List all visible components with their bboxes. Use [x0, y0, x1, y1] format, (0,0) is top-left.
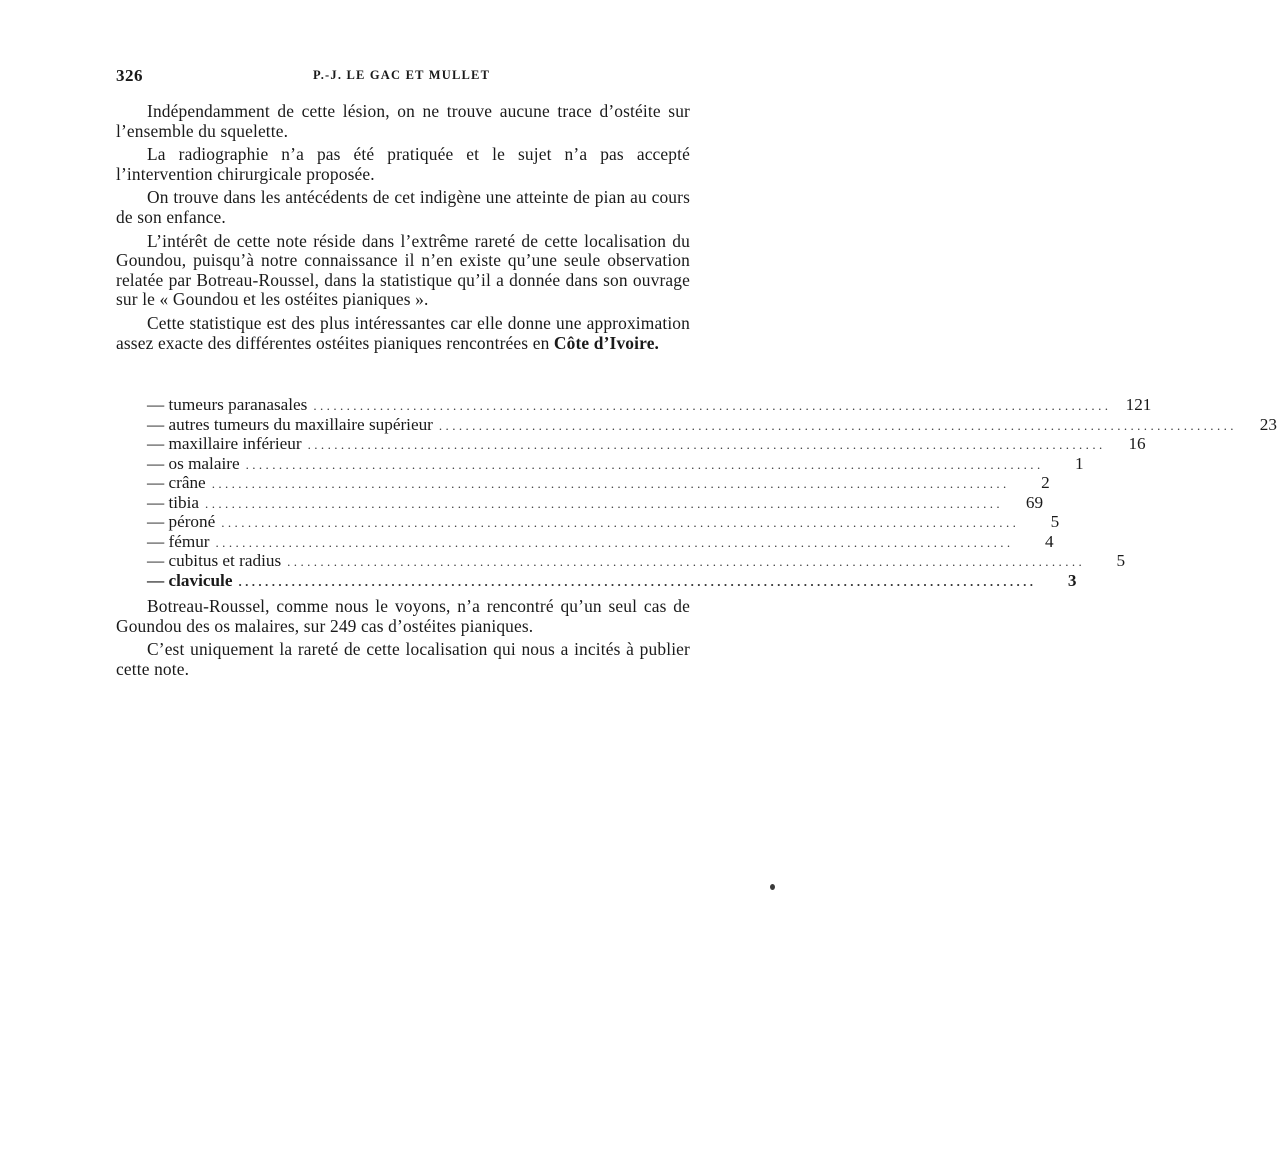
stat-row [147, 453, 1084, 474]
stats-intro-emphasis: Côte d’Ivoire. [553, 332, 660, 353]
stat-row [147, 492, 1044, 513]
stat-label: — cubitus et radius [147, 551, 282, 570]
stat-label: — clavicule [147, 570, 233, 590]
paragraph: C’est uniquement la rareté de cette localisation qui nous a incités à publier cette note. [116, 639, 690, 679]
stat-value: 2 [1041, 473, 1050, 492]
stat-label: — tumeurs paranasales [147, 395, 308, 414]
stat-value: 69 [1025, 492, 1044, 512]
statistics-list [147, 395, 1277, 590]
closing-text [116, 597, 690, 683]
dot-leader: ........................................................................................................................ [211, 476, 1010, 491]
stat-label: — fémur [147, 531, 210, 551]
dot-leader: ........................................................................................................................ [205, 495, 1004, 511]
stat-row [147, 395, 1152, 415]
page-header [116, 66, 690, 86]
stat-label: — os malaire [147, 453, 240, 473]
dot-leader: ........................................................................................................................ [287, 554, 1086, 569]
stat-row [147, 531, 1054, 552]
stat-value: 23 [1259, 414, 1277, 434]
stat-label: — tibia [147, 492, 200, 512]
stat-value: 1 [1075, 453, 1084, 473]
stat-label: — autres tumeurs du maxillaire supérieur [147, 414, 433, 434]
paragraph: L’intérêt de cette note réside dans l’extrême rareté de cette localisation du Goundou, puisqu’à notre connaissance il n’en existe qu’une seule observation relatée par Botreau-Roussel, dans la statistique qu’il a donnée dans son ouvrage sur le « Goundou et les ostéites pianiques ». [116, 230, 690, 310]
dot-leader: ........................................................................................................................ [215, 534, 1014, 550]
stat-label: — maxillaire inférieur [147, 434, 302, 453]
paragraph: La radiographie n’a pas été pratiquée et le sujet n’a pas accepté l’intervention chirurgicale proposée. [116, 144, 690, 184]
stat-value: 5 [1050, 512, 1060, 531]
stat-row [147, 512, 1060, 532]
dot-leader: ........................................................................................................................ [221, 515, 1020, 530]
stat-row [147, 551, 1126, 571]
stat-row [147, 473, 1050, 493]
running-head: P.-J. LE GAC ET MULLET [313, 68, 491, 82]
dot-leader: ........................................................................................................................ [307, 437, 1106, 452]
ink-speck [770, 884, 775, 890]
stat-value: 16 [1128, 434, 1146, 453]
stat-row [147, 434, 1146, 454]
stats-intro-paragraph [116, 314, 690, 353]
stat-label: — péroné [147, 512, 216, 531]
paragraph: Botreau-Roussel, comme nous le voyons, n’a rencontré qu’un seul cas de Goundou des os malaires, sur 249 cas d’ostéites pianiques. [116, 596, 690, 636]
stat-row [147, 414, 1277, 435]
dot-leader: ........................................................................................................................ [313, 398, 1112, 413]
paragraph: Indépendamment de cette lésion, on ne trouve aucune trace d’ostéite sur l’ensemble du squelette. [116, 101, 690, 141]
stat-value: 3 [1067, 570, 1077, 590]
paragraph: On trouve dans les antécédents de cet indigène une atteinte de pian au cours de son enfance. [116, 187, 690, 227]
dot-leader: ........................................................................................................................ [238, 573, 1037, 589]
stats-intro-text: Cette statistique est des plus intéressantes car elle donne une approximation assez exacte des différentes ostéites pianiques rencontrées en [116, 312, 690, 353]
stat-value: 121 [1125, 395, 1152, 414]
page-number: 326 [116, 66, 143, 85]
dot-leader: ........................................................................................................................ [438, 417, 1237, 433]
stat-label: — crâne [147, 473, 206, 492]
stat-value: 4 [1044, 531, 1054, 551]
dot-leader: ........................................................................................................................ [245, 456, 1044, 472]
body-text [116, 102, 690, 357]
stat-row [147, 570, 1077, 591]
stat-value: 5 [1116, 551, 1126, 570]
